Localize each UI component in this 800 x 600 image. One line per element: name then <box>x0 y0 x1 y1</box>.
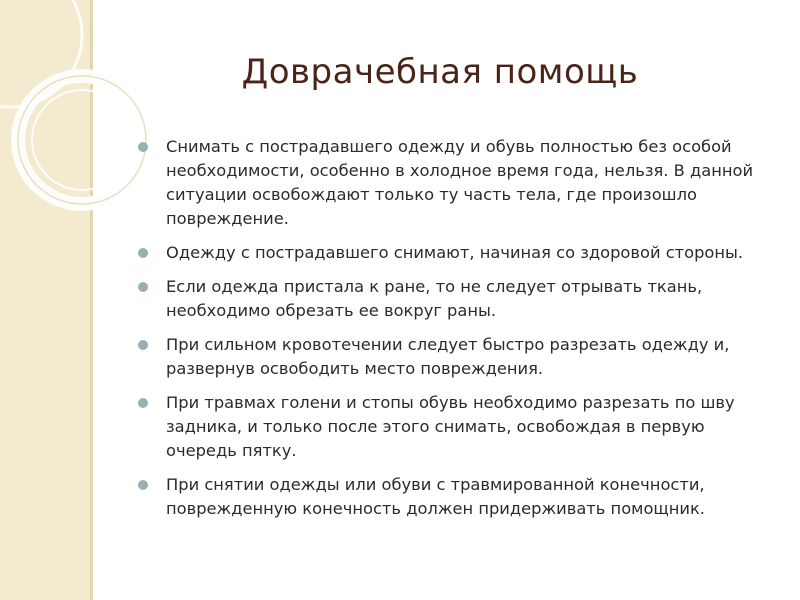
bullet-text: Снимать с пострадавшего одежду и обувь полностью без особой необходимости, особенно в холодное время года, нельзя. В данной ситуации освобождают только ту часть тела, где произошло повреждение. <box>166 137 754 228</box>
bullet-icon <box>138 282 148 292</box>
list-item <box>138 275 778 323</box>
list-item <box>138 473 778 521</box>
panel-divider <box>90 0 93 600</box>
list-item <box>138 241 778 265</box>
bullet-text: Одежду с пострадавшего снимают, начиная со здоровой стороны. <box>166 243 744 262</box>
bullet-text: При снятии одежды или обуви с травмированной конечности, поврежденную конечность должен придерживать помощник. <box>166 475 705 518</box>
bullet-icon <box>138 398 148 408</box>
list-item <box>138 333 778 381</box>
slide-title: Доврачебная помощь <box>241 52 639 92</box>
bullet-icon <box>138 340 148 350</box>
list-item <box>138 391 778 463</box>
bullet-text: Если одежда пристала к ране, то не следует отрывать ткань, необходимо обрезать ее вокруг раны. <box>166 277 703 320</box>
bullet-icon <box>138 142 148 152</box>
bullet-icon <box>138 248 148 258</box>
bullet-list <box>138 135 778 531</box>
bullet-text: При травмах голени и стопы обувь необходимо разрезать по шву задника, и только после этого снимать, освобождая в первую очередь пятку. <box>166 393 735 460</box>
bullet-text: При сильном кровотечении следует быстро разрезать одежду и, развернув освободить место повреждения. <box>166 335 730 378</box>
left-decor-panel <box>0 0 90 600</box>
bullet-icon <box>138 480 148 490</box>
list-item <box>138 135 778 231</box>
